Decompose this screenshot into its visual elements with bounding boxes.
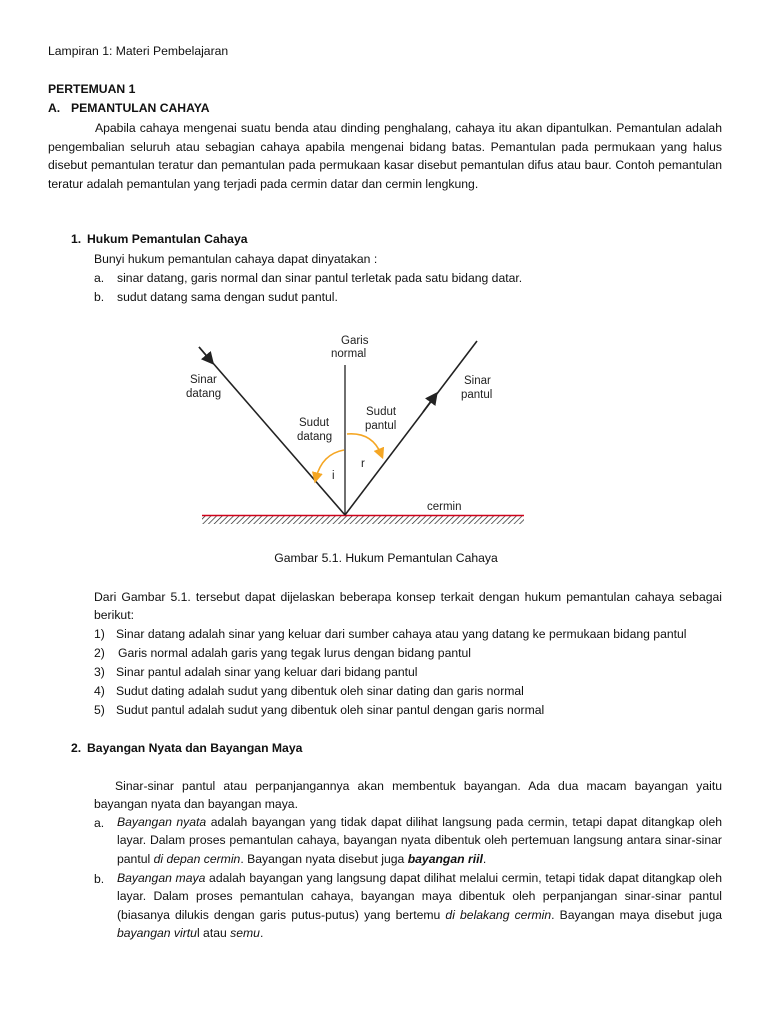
term-virtual-image: Bayangan maya xyxy=(117,871,206,885)
law-item-text: sinar datang, garis normal dan sinar pantul terletak pada satu bidang datar. xyxy=(117,271,523,285)
concept-text: Sudut pantul adalah sudut yang dibentuk oleh sinar pantul dengan garis normal xyxy=(116,703,545,717)
image-item-marker: a. xyxy=(94,816,105,830)
meeting-heading: PERTEMUAN 1 xyxy=(48,82,136,96)
sub2-number: 2. xyxy=(71,741,82,755)
incidence-angle-arc xyxy=(316,450,344,478)
emphasis-text: bayangan riil xyxy=(407,851,483,866)
concept-marker: 3) xyxy=(94,665,105,679)
sub1-lead: Bunyi hukum pemantulan cahaya dapat dinyatakan : xyxy=(94,252,378,266)
intro-paragraph: Apabila cahaya mengenai suatu benda atau dinding penghalang, cahaya itu akan dipantulkan. Pemantulan adalah pengembalian seluruh atau sebagian cahaya apabila mengenai bidang batas. Pemantulan pada permukaan yang halus disebut pemantulan teratur dan pemantulan pada permukaan kasar disebut pemantulan difus atau baur. Contoh pemantulan teratur adalah pemantulan yang terjadi pada cermin datar dan cermin lengkung. xyxy=(48,121,722,191)
angle-i-symbol: i xyxy=(332,470,335,482)
section-a-title: PEMANTULAN CAHAYA xyxy=(71,101,210,115)
sub2-title: Bayangan Nyata dan Bayangan Maya xyxy=(87,741,303,755)
angle-r-symbol: r xyxy=(361,458,365,470)
definition-text: . xyxy=(259,926,264,941)
explain-lead: Dari Gambar 5.1. tersebut dapat dijelaskan beberapa konsep terkait dengan hukum pemantulan cahaya sebagai berikut: xyxy=(94,590,722,623)
definition-text: adalah bayangan yang langsung dapat dilihat melalui cermin, tetapi tidak dapat ditangkap oleh layar. Dalam proses pemantulan cahaya, bayangan maya dibentuk oleh perpanjangan sinar-sinar pantul (biasanya dilukis dengan garis putus-putus) yang bertemu xyxy=(117,871,722,922)
normal-label: Garis xyxy=(341,335,369,347)
reflected-arrow xyxy=(423,397,434,412)
definition-text: adalah bayangan yang tidak dapat dilihat langsung pada cermin, tetapi dapat ditangkap oleh layar. Dalam proses pemantulan cahaya, bayangan nyata dibentuk oleh pertemuan langsung antara sinar-sinar pantul xyxy=(117,815,723,866)
definition-text: . xyxy=(482,851,487,866)
emphasis-text: di depan cermin xyxy=(153,851,241,866)
reflected-label: Sinar xyxy=(464,375,491,387)
sub1-title: Hukum Pemantulan Cahaya xyxy=(87,232,248,246)
incidence-angle-label: Sudut xyxy=(299,417,330,429)
sub2-lead: Sinar-sinar pantul atau perpanjangannya akan membentuk bayangan. Ada dua macam bayangan yaitu bayangan nyata dan bayangan maya. xyxy=(94,779,722,812)
incident-arrow xyxy=(199,347,210,360)
term-real-image: Bayangan nyata xyxy=(117,815,207,829)
reflection-angle-label: pantul xyxy=(365,420,397,432)
concept-text: Garis normal adalah garis yang tegak lurus dengan bidang pantul xyxy=(118,646,471,660)
section-a-letter: A. xyxy=(48,101,61,115)
virtual-image-definition xyxy=(117,869,722,943)
concept-marker: 5) xyxy=(94,703,105,717)
emphasis-text: bayangan virtu xyxy=(117,926,197,941)
reflection-angle-arc xyxy=(347,434,381,454)
incident-label: Sinar xyxy=(190,374,217,386)
concept-text: Sinar datang adalah sinar yang keluar dari sumber cahaya atau yang datang ke permukaan bidang pantul xyxy=(116,627,687,641)
concept-text: Sinar pantul adalah sinar yang keluar dari bidang pantul xyxy=(116,665,418,679)
image-item-marker: b. xyxy=(94,872,105,886)
reflection-diagram xyxy=(178,322,538,532)
emphasis-text: di belakang cermin xyxy=(445,907,552,922)
emphasis-text: semu xyxy=(230,926,260,941)
concept-marker: 1) xyxy=(94,627,105,641)
law-item-text: sudut datang sama dengan sudut pantul. xyxy=(117,290,338,304)
concept-marker: 4) xyxy=(94,684,105,698)
law-item-marker: a. xyxy=(94,271,105,285)
incidence-angle-label: datang xyxy=(297,431,333,443)
definition-text: . Bayangan maya disebut juga xyxy=(551,907,722,922)
law-item-marker: b. xyxy=(94,290,105,304)
reflected-label: pantul xyxy=(461,389,493,401)
sub1-number: 1. xyxy=(71,232,82,246)
mirror-label: cermin xyxy=(427,501,462,513)
concept-marker: 2) xyxy=(94,646,105,660)
definition-text: l atau xyxy=(196,926,231,941)
incident-label: datang xyxy=(186,388,222,400)
definition-text: . Bayangan nyata disebut juga xyxy=(240,851,408,866)
real-image-definition xyxy=(117,813,722,868)
concept-text: Sudut dating adalah sudut yang dibentuk oleh sinar dating dan garis normal xyxy=(116,684,524,698)
normal-label: normal xyxy=(331,348,367,360)
appendix-header: Lampiran 1: Materi Pembelajaran xyxy=(48,44,229,58)
figure-caption: Gambar 5.1. Hukum Pemantulan Cahaya xyxy=(274,551,498,565)
mirror-hatching xyxy=(202,516,524,524)
reflection-angle-label: Sudut xyxy=(366,406,397,418)
